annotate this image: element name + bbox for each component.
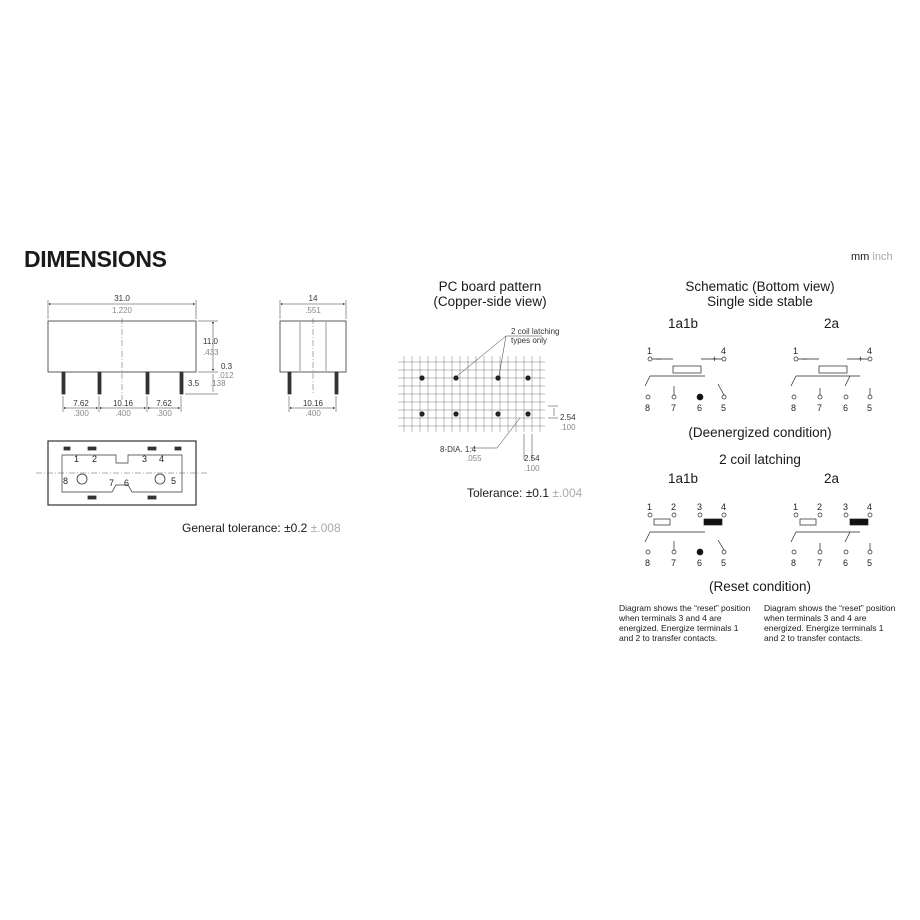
schematic-2a-latching <box>791 513 872 554</box>
l2-pin-4: 4 <box>867 502 873 512</box>
l2-pin-8: 8 <box>791 558 797 568</box>
bottom-pin-7: 7 <box>109 478 115 488</box>
l1-pin-1: 1 <box>647 502 653 512</box>
height-in: .433 <box>203 348 219 357</box>
bottom-pin-1: 1 <box>74 454 80 464</box>
pitch-h-in: .100 <box>524 464 540 473</box>
s1-pin-8: 8 <box>645 403 651 413</box>
l2-pin-3: 3 <box>843 502 849 512</box>
latch-note-line1: 2 coil latching <box>511 327 560 336</box>
latch-note-line2: types only <box>511 336 548 345</box>
offset-mm: 0.3 <box>221 362 233 371</box>
s1-pin-5: 5 <box>721 403 727 413</box>
pitch1-mm: 7.62 <box>73 399 89 408</box>
note-2a: Diagram shows the “reset” position when terminals 3 and 4 are energized. Energize terminals 1 and 2 to transfer contacts. <box>764 603 896 643</box>
relay-front-view <box>48 300 218 412</box>
general-tolerance-label: General tolerance: <box>182 521 281 535</box>
s2-pin-1: 1 <box>793 346 799 356</box>
bottom-pin-4: 4 <box>159 454 165 464</box>
s2-plus: + <box>858 354 864 364</box>
unit-inch: inch <box>872 251 893 263</box>
s2-pin-6: 6 <box>843 403 849 413</box>
pitch2-mm: 10.16 <box>112 399 134 408</box>
pin-length-in: .138 <box>210 379 226 388</box>
offset-in: .012 <box>218 371 234 380</box>
l1-pin-3: 3 <box>697 502 703 512</box>
pcb-tolerance-label: Tolerance: <box>467 486 523 500</box>
relay-bottom-view <box>36 441 208 505</box>
s2-pin-4: 4 <box>867 346 873 356</box>
pitch3-in: .300 <box>156 409 172 418</box>
hole-label-in: .055 <box>466 454 482 463</box>
note-1a1b: Diagram shows the “reset” position when terminals 3 and 4 are energized. Energize terminals 1 and 2 to transfer contacts. <box>619 603 751 643</box>
relay-side-view <box>280 300 346 412</box>
bottom-pin-2: 2 <box>92 454 98 464</box>
schematic-heading-line2: Single side stable <box>707 294 813 309</box>
side-pitch-mm: 10.16 <box>302 399 324 408</box>
page-title: DIMENSIONS <box>24 246 167 272</box>
s1-pin-7: 7 <box>671 403 677 413</box>
l1-pin-8: 8 <box>645 558 651 568</box>
l2-pin-1: 1 <box>793 502 799 512</box>
width-in: .551 <box>305 306 321 315</box>
l1-pin-5: 5 <box>721 558 727 568</box>
pcb-tolerance-mm: ±0.1 <box>525 486 549 500</box>
latch-type-2a: 2a <box>824 471 840 486</box>
length-in: 1.220 <box>111 306 133 315</box>
s1-pin-1: 1 <box>647 346 653 356</box>
reset-label: (Reset condition) <box>708 579 812 594</box>
pitch-h-mm: 2.54 <box>524 454 540 463</box>
hole-label-mm: 8-DIA. 1.4 <box>440 445 477 454</box>
schematic-heading-line1: Schematic (Bottom view) <box>685 279 835 294</box>
pcb-tolerance-inch: ±.004 <box>552 486 583 500</box>
l1-pin-7: 7 <box>671 558 677 568</box>
latching-heading: 2 coil latching <box>719 452 801 467</box>
side-pitch-in: .400 <box>305 409 321 418</box>
l2-pin-7: 7 <box>817 558 823 568</box>
pcb-heading-line2: (Copper-side view) <box>433 294 547 309</box>
height-mm: 11.0 <box>203 337 218 346</box>
single-type-1a1b: 1a1b <box>668 316 699 331</box>
s2-minus: − <box>802 354 808 364</box>
l2-pin-2: 2 <box>817 502 823 512</box>
s2-pin-5: 5 <box>867 403 873 413</box>
s2-pin-8: 8 <box>791 403 797 413</box>
s1-pin-6: 6 <box>697 403 703 413</box>
l1-pin-2: 2 <box>671 502 677 512</box>
pitch-v-in: .100 <box>560 423 576 432</box>
length-mm: 31.0 <box>114 294 130 303</box>
s1-pin-4: 4 <box>721 346 727 356</box>
s2-pin-7: 7 <box>817 403 823 413</box>
s1-minus: − <box>656 354 662 364</box>
bottom-pin-6: 6 <box>124 478 130 488</box>
unit-mm: mm <box>851 251 870 263</box>
l1-pin-4: 4 <box>721 502 727 512</box>
bottom-pin-8: 8 <box>63 476 69 486</box>
bottom-pin-3: 3 <box>142 454 148 464</box>
single-type-2a: 2a <box>824 316 840 331</box>
latch-type-1a1b: 1a1b <box>668 471 699 486</box>
pitch-v-mm: 2.54 <box>560 413 576 422</box>
deenergized-label: (Deenergized condition) <box>688 425 832 440</box>
general-tolerance-mm: ±0.2 <box>284 521 308 535</box>
schematic-1a1b-latching <box>645 513 726 555</box>
pcb-leaders <box>457 336 558 460</box>
l1-pin-6: 6 <box>697 558 703 568</box>
pitch3-mm: 7.62 <box>156 399 172 408</box>
s1-plus: + <box>712 354 718 364</box>
pin-length-mm: 3.5 <box>188 379 200 388</box>
pitch2-in: .400 <box>115 409 131 418</box>
width-mm: 14 <box>308 294 318 303</box>
bottom-pin-5: 5 <box>171 476 177 486</box>
general-tolerance-inch: ±.008 <box>310 521 341 535</box>
pitch1-in: .300 <box>73 409 89 418</box>
l2-pin-5: 5 <box>867 558 873 568</box>
l2-pin-6: 6 <box>843 558 849 568</box>
pcb-grid <box>398 356 545 432</box>
pcb-heading-line1: PC board pattern <box>438 279 542 294</box>
